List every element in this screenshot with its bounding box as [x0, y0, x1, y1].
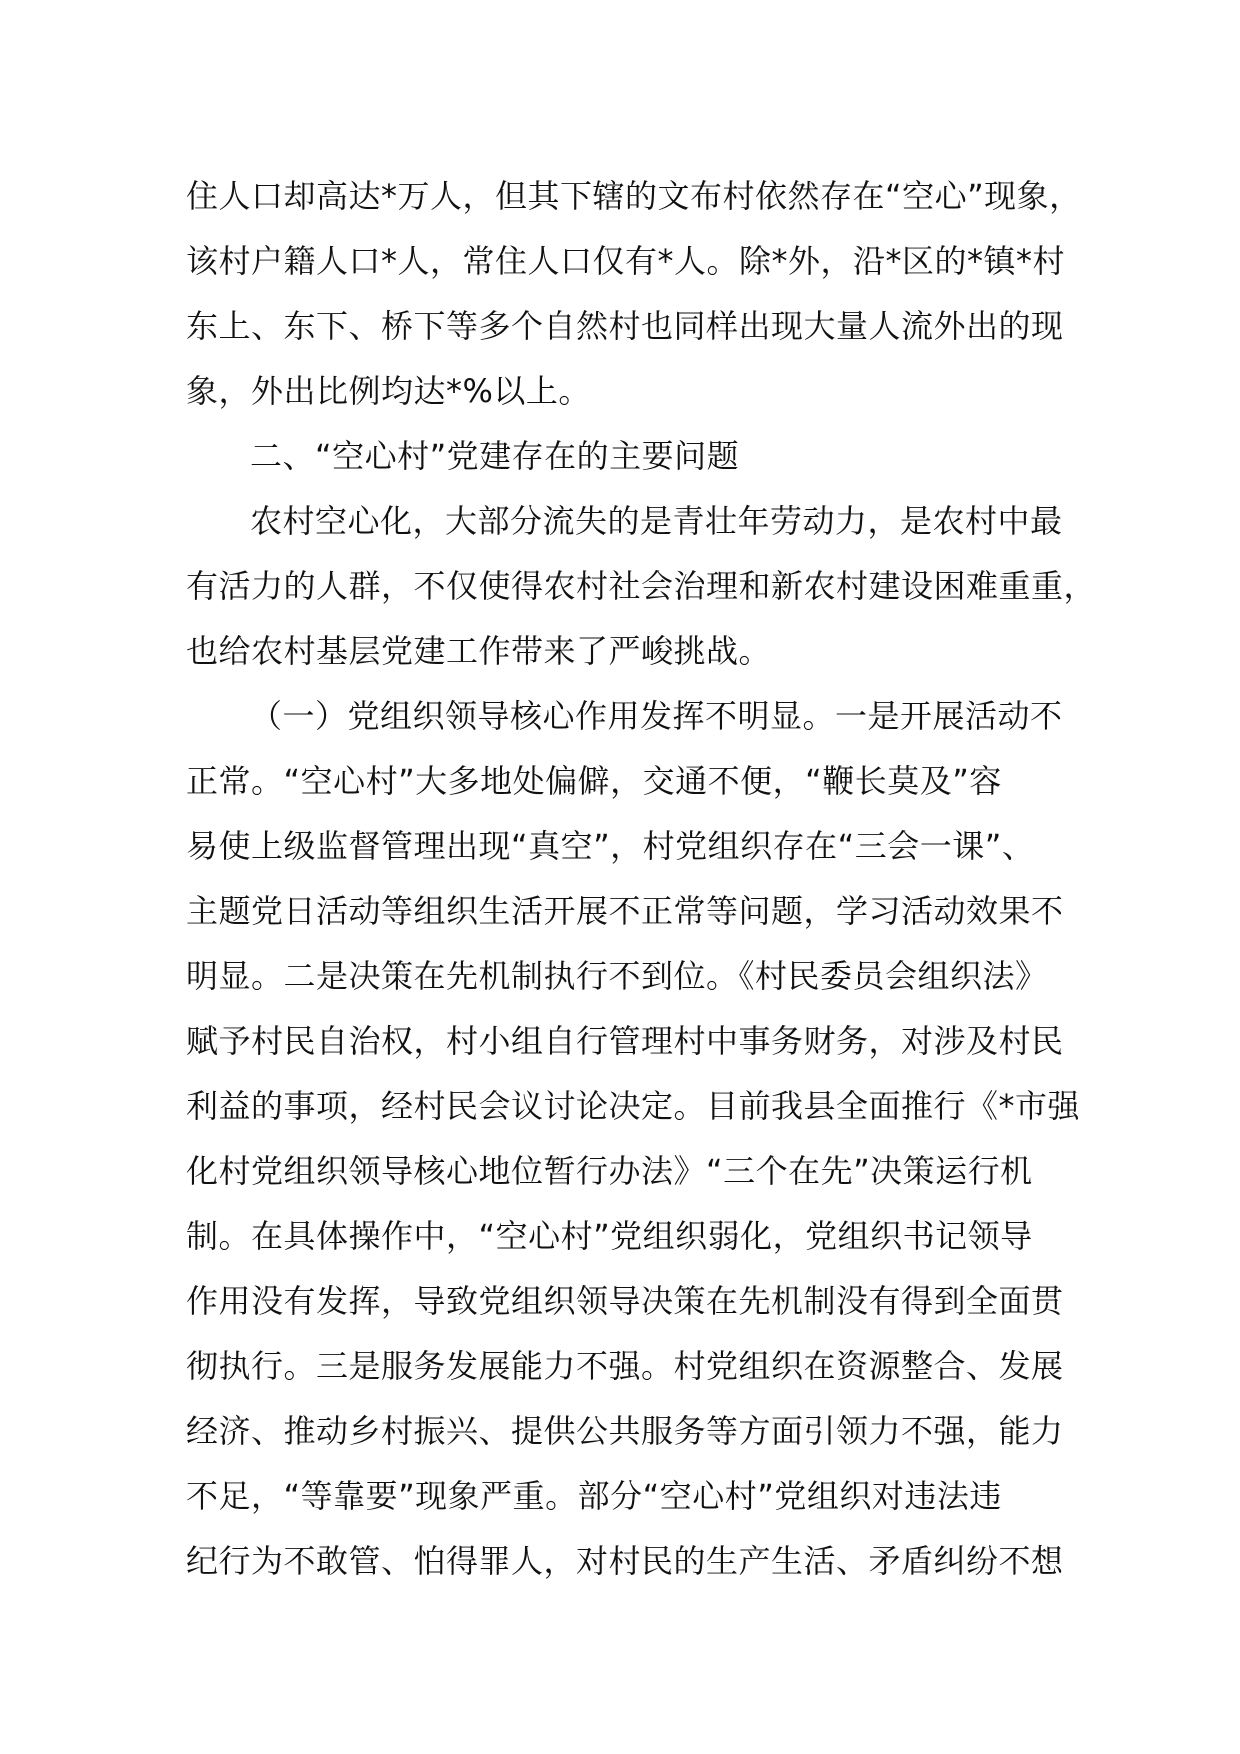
- text-line: （一）党组织领导核心作用发挥不明显。一是开展活动不: [250, 697, 1063, 735]
- text-line: 经济、推动乡村振兴、提供公共服务等方面引领力不强，能力: [186, 1412, 1064, 1450]
- text-line: 主题党日活动等组织生活开展不正常等问题，学习活动效果不: [186, 892, 1064, 930]
- text-line: 利益的事项，经村民会议讨论决定。目前我县全面推行《*市强: [186, 1087, 1081, 1125]
- text-line: 象，外出比例均达*%以上。: [186, 372, 591, 410]
- text-line: 不足，“等靠要”现象严重。部分“空心村”党组织对违法违: [186, 1477, 1002, 1515]
- text-line: 有活力的人群，不仅使得农村社会治理和新农村建设困难重重，: [186, 567, 1097, 605]
- text-line: 作用没有发挥，导致党组织领导决策在先机制没有得到全面贯: [186, 1282, 1064, 1320]
- section-heading: 二、“空心村”党建存在的主要问题: [250, 437, 740, 475]
- text-line: 制。在具体操作中，“空心村”党组织弱化，党组织书记领导: [186, 1217, 1033, 1255]
- text-line: 纪行为不敢管、怕得罪人，对村民的生产生活、矛盾纠纷不想: [186, 1542, 1064, 1580]
- text-line: 东上、东下、桥下等多个自然村也同样出现大量人流外出的现: [186, 307, 1064, 345]
- text-line: 易使上级监督管理出现“真空”，村党组织存在“三会一课”、: [186, 827, 1035, 865]
- text-line: 彻执行。三是服务发展能力不强。村党组织在资源整合、发展: [186, 1347, 1064, 1385]
- text-line: 化村党组织领导核心地位暂行办法》“三个在先”决策运行机: [186, 1152, 1033, 1190]
- text-line: 明显。二是决策在先机制执行不到位。《村民委员会组织法》: [186, 957, 1048, 995]
- text-line: 住人口却高达*万人，但其下辖的文布村依然存在“空心”现象，: [186, 177, 1082, 215]
- text-line: 赋予村民自治权，村小组自行管理村中事务财务，对涉及村民: [186, 1022, 1064, 1060]
- text-line: 也给农村基层党建工作带来了严峻挑战。: [186, 632, 772, 670]
- text-line: 正常。“空心村”大多地处偏僻，交通不便，“鞭长莫及”容: [186, 762, 1002, 800]
- text-line: 农村空心化，大部分流失的是青壮年劳动力，是农村中最: [250, 502, 1063, 540]
- text-line: 该村户籍人口*人，常住人口仅有*人。除*外，沿*区的*镇*村: [186, 242, 1066, 280]
- body-text: [186, 164, 1097, 1594]
